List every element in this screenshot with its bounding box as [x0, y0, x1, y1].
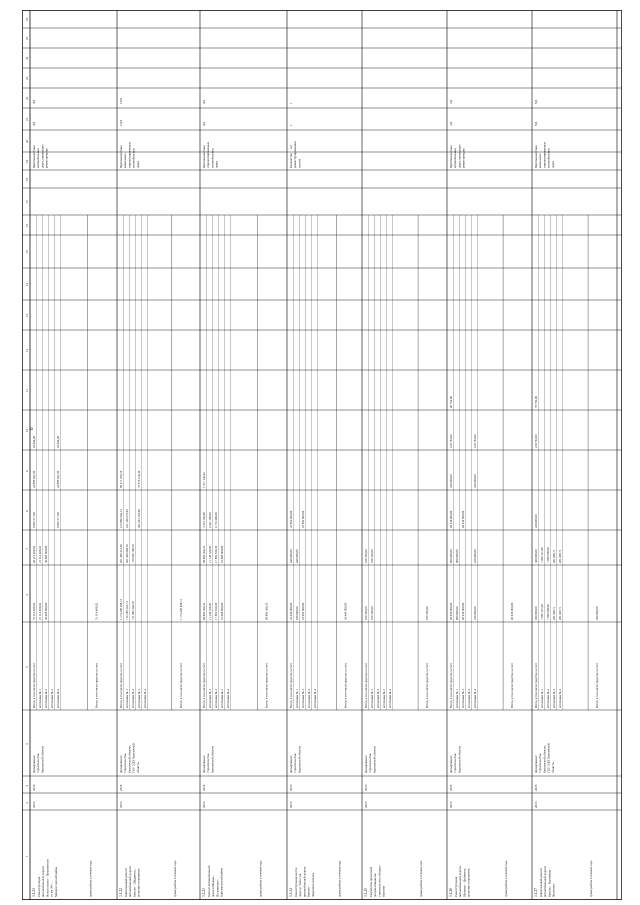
source-label: источника № 2: [376, 689, 380, 708]
summary-value: 300 000,00: [595, 606, 600, 620]
source-value: 300 000,00: [534, 549, 538, 563]
source-value: 23 992 000,00: [301, 510, 305, 528]
source-label: источника № 3: [467, 689, 471, 708]
source-value: 228 000,00: [473, 474, 477, 488]
measure-name: автомобильной дороги: [458, 866, 463, 897]
column-number: 13: [25, 313, 29, 317]
source-value: 231 146 970,05: [125, 509, 129, 528]
source-label: источника № 4: [313, 689, 317, 708]
unit-text: км: [534, 145, 538, 149]
executor-text: Курганской области: [210, 745, 215, 773]
source-value: 40 113 400,02: [32, 545, 36, 563]
measure-name: Капитальный ремонт: [539, 868, 543, 897]
summary-value: 49 038 000,00: [510, 602, 515, 620]
executor-text: ГКУ УДХ Курганской: [546, 743, 551, 773]
source-label: Всего, в том числе средства за счет: [449, 663, 453, 708]
source-value: 199 356,00: [364, 606, 368, 620]
source-value: 261 496 214,56: [119, 544, 123, 563]
column-number: 9: [25, 470, 29, 472]
executor-text: Курганской области: [297, 745, 302, 773]
source-value: 24 989 021,06: [32, 470, 36, 488]
measure-name: строительство обхода г.: [377, 865, 382, 897]
source-value: 21 114 400,02: [38, 602, 42, 620]
source-value: 648 000,00: [295, 606, 299, 620]
measure-name: автомобильной дороги: [41, 866, 46, 897]
source-label: Всего, в том числе средства за счет: [289, 663, 293, 708]
source-label: источника № 4: [143, 689, 147, 708]
source-value: 42 944,00: [56, 436, 60, 448]
source-label: Всего, в том числе средства за счет: [534, 663, 538, 708]
row-sub-label: сроки работы в течение года: [504, 860, 509, 897]
summary-label: Всего, в том числе средства за счет: [178, 663, 183, 708]
target-indicator: дорог, прошедших: [40, 144, 45, 168]
measure-name: Ремонт автомобильной: [207, 865, 211, 897]
source-value: 218 792,00: [534, 434, 538, 448]
row-number: 3.1.21: [32, 888, 36, 897]
source-value: 11 149 326,85: [208, 602, 212, 620]
source-value: 714 109 343,73: [125, 601, 129, 620]
executor-text: Департамент: [364, 755, 368, 773]
source-label: источника № 4: [388, 689, 392, 708]
target-indicator: дорог: [550, 160, 555, 168]
executor-text: строительства: [36, 753, 41, 773]
source-value: 17 892 810,30: [214, 545, 218, 563]
measure-name: Целинное: [551, 883, 556, 897]
source-label: Всего, в том числе средства за счет: [32, 663, 36, 708]
column-number: 11: [25, 388, 29, 392]
source-label: Всего, в том числе средства за счет: [202, 663, 206, 708]
source-value: 23 992 000,00: [289, 510, 293, 528]
source-value: 228 000,00: [473, 549, 477, 563]
column-number: 17: [25, 200, 29, 204]
year-end: 2016: [289, 784, 293, 791]
source-value: 48 238 000,00: [449, 510, 453, 528]
year-start: 2016: [119, 801, 123, 808]
executor-text: Курганской области: [40, 745, 45, 773]
source-label: источника № 1: [295, 689, 299, 708]
executor-text: Курганской области,: [127, 745, 132, 773]
column-number: 23: [25, 76, 29, 80]
target-value-1: 1: [289, 124, 293, 126]
summary-value: 199 356,00: [425, 606, 430, 620]
year-end: 2016: [364, 784, 368, 791]
target-indicator: Протяженность: [449, 148, 453, 168]
measure-name: Кургана: [381, 886, 386, 897]
year-start: 2016: [449, 801, 453, 808]
summary-label: Всего, в том числе средства за счет: [425, 663, 430, 708]
source-value: 800 000,00: [449, 549, 453, 563]
executor-text: Департамент: [289, 755, 293, 773]
row-number: 3.1.23: [202, 888, 206, 897]
row-sub-label: сроки работы в течение года: [589, 860, 594, 897]
source-value: 218 792,00: [473, 434, 477, 448]
row-sub-label: сроки работы в течение года: [419, 860, 424, 897]
measure-name: Курган – Шадринск,: [132, 869, 137, 897]
target-value-1: 2,0: [449, 121, 453, 126]
source-value: 738 049 180,38: [131, 544, 135, 563]
measure-name: включая сооружения: [136, 868, 141, 897]
rotated-table: [22, 10, 622, 900]
measure-name: от км 30+...: [49, 881, 54, 897]
measure-name: через р. Тобол на: [298, 873, 303, 897]
target-indicator: отремонтированных: [542, 142, 547, 168]
source-label: источника № 4: [558, 689, 562, 708]
target-indicator: автомобильных: [210, 148, 215, 168]
row-number: 3.1.25: [364, 888, 368, 897]
source-label: источника № 2: [214, 689, 218, 708]
source-value: 8 903 377,08: [32, 512, 36, 528]
measure-name: Шумиха – Целинное,: [462, 868, 467, 897]
source-value: 30 000 000,00: [44, 545, 48, 563]
source-label: источника № 3: [307, 689, 311, 708]
source-value: 8 903 377,08: [56, 512, 60, 528]
executor-text: строительства: [453, 753, 458, 773]
source-value: 648 000,00: [295, 549, 299, 563]
row-number: 3.1.27: [534, 888, 538, 897]
target-indicator: автомобильных: [131, 148, 136, 168]
measure-name: Разработка проектной: [369, 867, 373, 897]
source-value: 228 000,00: [473, 606, 477, 620]
column-number: 25: [25, 36, 29, 40]
summary-label: Всего, в том числе средства за счет: [264, 663, 269, 708]
executor-text: Департамент: [32, 755, 36, 773]
source-value: 41 000 000,00: [220, 545, 224, 563]
column-number: 4: [25, 743, 29, 745]
target-value-2: 9,8: [534, 99, 538, 104]
target-value-2: 2,0: [449, 99, 453, 104]
page-number: 6: [30, 427, 35, 430]
source-value: 4 411 300,00: [208, 512, 212, 528]
measure-name: документации на: [373, 873, 378, 897]
source-label: источника № 4: [56, 689, 60, 708]
column-number: 10: [25, 428, 29, 432]
source-label: источника № 2: [546, 689, 550, 708]
source-value: 800 000,00: [455, 549, 459, 563]
measure-name: Реконструкция: [454, 876, 458, 897]
target-indicator: реконструированных: [293, 141, 298, 168]
target-value-1: 4,3: [32, 121, 36, 126]
column-number: 26: [25, 17, 29, 21]
source-value: 48 238 000,00: [461, 602, 465, 620]
row-sub-label: сроки работы в течение года: [88, 860, 93, 897]
target-indicator: реконструкцию: [461, 148, 466, 168]
source-value: 11 149 326,85: [208, 545, 212, 563]
target-indicator: капитально: [538, 153, 543, 168]
row-sub-label: сроки работы в течение года: [258, 860, 263, 897]
source-label: источника № 3: [552, 689, 556, 708]
summary-label: Всего, в том числе средства за счет: [94, 663, 99, 708]
measure-name: Курган –: [306, 885, 311, 897]
source-value: 75 575 126,39: [137, 470, 141, 488]
source-label: источника № 3: [220, 689, 224, 708]
executor-text: строительства: [293, 753, 298, 773]
measure-name: Каргапольский район: [219, 867, 224, 897]
source-label: источника № 3: [137, 689, 141, 708]
source-value: 21 114 400,02: [38, 545, 42, 563]
executor-text: области: [550, 762, 555, 773]
source-value: 1 174 209 488,73: [119, 599, 123, 620]
measure-name: дороги Иковка –: [211, 874, 216, 897]
target-indicator: Протяженность: [202, 148, 206, 168]
source-value: 4 715 400,00: [214, 512, 218, 528]
year-end: 2018: [32, 784, 36, 791]
source-value: 24 989 021,06: [56, 470, 60, 488]
source-value: 199 356,00: [364, 549, 368, 563]
target-value-1: 4,2: [202, 121, 206, 126]
source-value: 261 440 868,30: [125, 544, 129, 563]
year-start: 2016: [289, 801, 293, 808]
column-number: 24: [25, 56, 29, 60]
source-value: 281 609,71: [558, 606, 562, 620]
executor-text: области: [135, 762, 140, 773]
unit-text: км: [449, 145, 453, 149]
source-label: источника № 1: [125, 689, 129, 708]
year-end: 2018: [449, 784, 453, 791]
column-number: 3: [25, 784, 29, 787]
target-indicator: дорог: [135, 160, 140, 168]
source-value: 1 517 130,45: [202, 472, 206, 488]
column-number: 22: [25, 96, 29, 100]
summary-value: 68 896 366,33: [264, 602, 269, 620]
column-number: 8: [25, 510, 29, 512]
source-label: источника № 2: [131, 689, 135, 708]
source-value: 23 992 000,00: [301, 602, 305, 620]
column-number: 19: [25, 159, 29, 163]
source-value: 213 996 544,13: [119, 509, 123, 528]
source-value: 68 896 366,33: [202, 602, 206, 620]
column-number: 1: [25, 855, 29, 857]
target-indicator: дорог, прошедших: [457, 144, 462, 168]
source-value: 60 792,00: [449, 396, 453, 408]
target-indicator: автомобильных: [453, 148, 458, 168]
executor-text: Департамент: [534, 755, 538, 773]
executor-text: ГКУ УДХ Курганской: [131, 743, 136, 773]
executor-text: Департамент: [449, 755, 453, 773]
target-indicator: дорог: [214, 160, 219, 168]
measure-name: Курган – Куртамыш –: [547, 867, 552, 897]
source-value: 3 333 166,89: [202, 512, 206, 528]
row-sub-label: сроки работы в течение года: [172, 860, 177, 897]
year-start: 2016: [32, 801, 36, 808]
unit-text: шт: [289, 145, 293, 149]
summary-label: Всего, в том числе средства за счет: [343, 663, 348, 708]
source-label: Всего, в том числе средства за счет: [364, 663, 368, 708]
column-number: 21: [25, 117, 29, 121]
summary-label: Всего, в том числе средства за счет: [510, 663, 515, 708]
column-number: 15: [25, 250, 29, 254]
summary-label: Всего, в том числе средства за счет: [595, 663, 600, 708]
column-number: 5: [25, 666, 29, 668]
source-label: источника № 3: [50, 689, 54, 708]
source-value: 218 792,00: [449, 434, 453, 448]
target-indicator: мостов: [297, 159, 302, 168]
target-indicator: Протяженность: [119, 148, 123, 168]
measure-name: Реконструкция: [37, 876, 41, 897]
source-value: 42 944,00: [32, 436, 36, 448]
measure-name: Половинное,: [215, 879, 220, 897]
year-end: 2018: [534, 784, 538, 791]
source-value: 228 000,00: [449, 474, 453, 488]
source-value: 68 896 366,33: [202, 545, 206, 563]
source-value: 301 653 193,00: [137, 509, 141, 528]
executor-text: строительства: [538, 753, 543, 773]
target-indicator: реконструкцию: [44, 148, 49, 168]
row-sub-label: сроки работы в течение года: [337, 860, 342, 897]
measure-name: автомобильной дороги: [543, 866, 548, 897]
measure-name: Звериноголовское: [310, 872, 315, 897]
source-value: 78 792,00: [534, 396, 538, 408]
source-label: источника № 4: [473, 689, 477, 708]
row-number: 3.1.22: [119, 888, 123, 897]
measure-name: Капитальный ремонт: [124, 868, 128, 897]
source-value: 7 996 908,00: [546, 604, 550, 620]
target-indicator: Протяженность: [32, 148, 36, 168]
source-value: 24 440 000,00: [289, 602, 293, 620]
executor-text: Департамент: [202, 755, 206, 773]
executor-text: Курганской области,: [542, 745, 547, 773]
column-number: 7: [25, 547, 29, 550]
target-indicator: Протяженность: [534, 148, 538, 168]
executor-text: строительства: [123, 753, 128, 773]
source-value: 731 082 346,30: [131, 601, 135, 620]
source-value: 300 000,00: [534, 606, 538, 620]
measure-name: включая сооружения: [466, 868, 471, 897]
source-label: источника № 1: [455, 689, 459, 708]
target-value-2: 10,8: [119, 98, 123, 104]
source-value: 7 996 908,00: [546, 547, 550, 563]
source-value: 89 271 354,19: [119, 470, 123, 488]
source-label: Всего, в том числе средства за счет: [119, 663, 123, 708]
year-end: 2018: [119, 784, 123, 791]
source-value: 49 038 000,00: [449, 602, 453, 620]
source-value: 51 114 400,02: [32, 602, 36, 620]
measure-name: Новоселовка – Пушкинское: [45, 859, 50, 897]
measure-name: автомобильной дороги: [128, 866, 133, 897]
year-start: 2016: [202, 801, 206, 808]
row-number: 3.1.26: [449, 888, 453, 897]
column-number: 16: [25, 223, 29, 227]
summary-value: 1 174 209 488,73: [178, 599, 183, 620]
summary-value: 24 440 000,00: [343, 602, 348, 620]
unit-text: км: [202, 145, 206, 149]
source-value: 17 892 810,30: [214, 602, 218, 620]
executor-text: Курганской области: [372, 745, 377, 773]
target-indicator: автомобильных: [546, 148, 551, 168]
source-value: 281 609,71: [552, 549, 556, 563]
source-label: источника № 2: [461, 689, 465, 708]
unit-text: км: [119, 145, 123, 149]
executor-text: строительства: [206, 753, 211, 773]
source-label: источника № 1: [208, 689, 212, 708]
target-value-2: 4,2: [202, 99, 206, 104]
column-number: 18: [25, 177, 29, 181]
source-label: источника № 1: [370, 689, 374, 708]
measure-name: Реконструкция моста: [294, 868, 298, 897]
source-value: 281 609,71: [552, 606, 556, 620]
source-label: источника № 4: [226, 689, 230, 708]
target-indicator: отремонтированных: [206, 142, 211, 168]
executor-text: строительства: [368, 753, 373, 773]
year-end: 2018: [202, 784, 206, 791]
source-label: источника № 1: [540, 689, 544, 708]
target-indicator: автомобильных: [36, 148, 41, 168]
column-number: 14: [25, 282, 29, 286]
source-value: 7 605 147,00: [540, 547, 544, 563]
target-indicator: Количество: [289, 153, 293, 168]
column-number: 2: [25, 801, 29, 804]
source-value: 281 609,71: [558, 549, 562, 563]
source-label: источника № 2: [301, 689, 305, 708]
source-value: 800 000,00: [455, 606, 459, 620]
source-value: 199 356,00: [370, 549, 374, 563]
target-indicator: отремонтированных: [127, 142, 132, 168]
year-start: 2016: [364, 801, 368, 808]
measure-name: автомобильной дороге: [302, 866, 307, 897]
target-value-2: 1: [289, 102, 293, 104]
source-value: 48 238 000,00: [461, 510, 465, 528]
target-indicator: капитально: [123, 153, 128, 168]
measure-name: Мокроусовский район: [53, 866, 58, 897]
column-number: 12: [25, 348, 29, 352]
year-start: 2016: [534, 801, 538, 808]
source-value: 41 000 000,00: [220, 602, 224, 620]
source-label: источника № 3: [382, 689, 386, 708]
column-number: 6: [25, 593, 29, 596]
target-value-1: 9,8: [534, 121, 538, 126]
source-value: 7 605 147,00: [540, 604, 544, 620]
source-label: источника № 1: [38, 689, 42, 708]
source-label: источника № 2: [44, 689, 48, 708]
row-number: 3.1.24: [289, 888, 293, 897]
target-value-2: 4,3: [32, 99, 36, 104]
source-value: 199 356,00: [370, 606, 374, 620]
unit-text: км: [32, 145, 36, 149]
executor-text: Курганской области: [457, 745, 462, 773]
source-value: 648 000,00: [289, 549, 293, 563]
source-value: 30 000 000,00: [44, 602, 48, 620]
source-value: 228 000,00: [534, 514, 538, 528]
column-number: 20: [25, 139, 29, 143]
summary-value: 51 114 400,02: [94, 602, 99, 620]
target-value-1: 10,8: [119, 120, 123, 126]
executor-text: Департамент: [119, 755, 123, 773]
